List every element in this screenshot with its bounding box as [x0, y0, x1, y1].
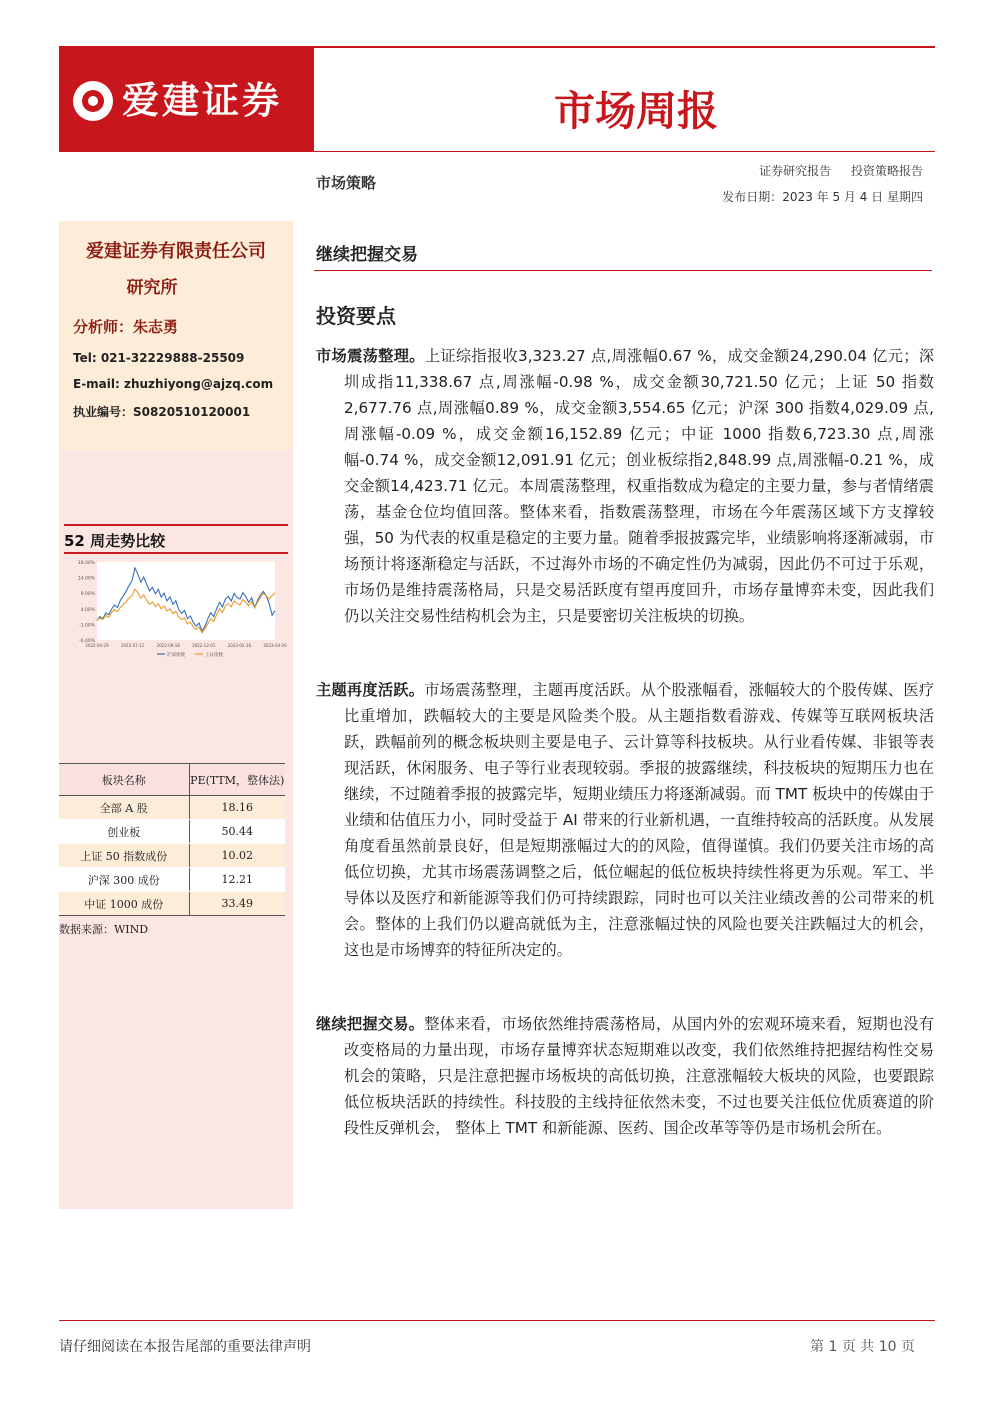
pe-header-value: PE(TTM，整体法): [189, 764, 285, 796]
analyst-tel: Tel: 021-32229888-25509: [73, 351, 245, 365]
table-row: [59, 892, 285, 916]
chart-x-tick-label: 2023-04-26: [263, 643, 287, 648]
pe-table-header: [59, 764, 285, 796]
pe-header-sector: 板块名称: [59, 764, 189, 796]
chart-y-tick-label: 18.00%: [77, 561, 95, 566]
table-row: [59, 796, 285, 820]
table-row: [59, 868, 285, 892]
chart-x-tick-label: 2022-09-18: [156, 643, 180, 648]
logo-text: 爱建证券: [122, 78, 282, 122]
chart-y-tick-label: 9.00%: [80, 592, 95, 598]
footer-divider: [59, 1320, 935, 1321]
pe-sector-name: 中证 1000 成份: [59, 892, 189, 916]
paragraph-text: 上证综指报收3,323.27 点,周涨幅0.67 %，成交金额24,290.04 亿元；深圳成指11,338.67 点,周涨幅-0.98 %，成交金额30,721.50 亿元；上证 50 指数2,677.76 点,周涨幅0.89 %，成交金额3,554.65 亿元；沪深 300 指数4,029.09 点,周涨幅-0.09 %，成交金额16,152.89 亿元；中证 1000 指数6,723.30 点,周涨幅-0.74 %，成交金额12,091.91 亿元；创业板综指2,848.99 点,周涨幅-0.21 %，成交金额14,423.71 亿元。本周震荡整理，权重指数成为稳定的主要力量，参与者情绪震荡，基金仓位均值回落。整体来看，指数震荡整理，市场在今年震荡区域下方支撑较强，50 为代表的权重是稳定的主要力量。随着季报披露完毕，业绩影响将逐渐减弱，市场预计将逐渐稳定与活跃，不过海外市场的不确定性仍为减弱，因此仍不可过于乐观，市场仍是维持震荡格局，只是交易活跃度有望再度回升，市场存量博弈未变，因此我们仍以关注交易性结构机会为主，只是要密切关注板块的切换。: [344, 347, 935, 625]
header-divider: [314, 151, 935, 152]
chart-legend-label: 上证指数: [205, 653, 223, 658]
pe-table: [59, 763, 285, 916]
trend-line-chart: [69, 558, 287, 658]
footer-disclaimer[interactable]: 请仔细阅读在本报告尾部的重要法律声明: [59, 1339, 311, 1355]
pe-value: 12.21: [189, 868, 285, 892]
pe-sector-name: 上证 50 指数成份: [59, 844, 189, 868]
paragraph-lead: 主题再度活跃。: [316, 681, 425, 699]
chart-x-tick-label: 2023-02-16: [227, 643, 252, 648]
pe-value: 33.49: [189, 892, 285, 916]
report-title: 市场周报: [554, 87, 718, 135]
paragraph-theme: [316, 677, 934, 963]
pe-sector-name: 创业板: [59, 820, 189, 844]
logo-mark-icon: [73, 81, 113, 121]
chart-x-tick-label: 2022-07-12: [120, 643, 145, 648]
chart-x-tick-label: 2022-12-01: [192, 643, 216, 648]
table-row: [59, 844, 285, 868]
publish-date: 发布日期：2023 年 5 月 4 日 星期四: [722, 190, 923, 204]
company-name: 爱建证券有限责任公司: [86, 241, 266, 262]
paragraph-text: 市场震荡整理，主题再度活跃。从个股涨幅看，涨幅较大的个股传媒、医疗比重增加，跌幅较大的主要是风险类个股。从主题指数看游戏、传媒等互联网板块活跃，跌幅前列的概念板块则主要是电子、云计算等科技板块。从行业看传媒、非银等表现活跃，休闲服务、电子等行业表现较弱。季报的披露继续，科技板块的短期压力也在继续，不过随着季报的披露完毕，短期业绩压力将逐渐减弱。而 TMT 板块中的传媒由于业绩和估值压力小，同时受益于 AI 带来的行业新机遇，一直维持较高的活跃度。从发展角度看虽然前景良好，但是短期涨幅过大的的风险，值得谨慎。我们仍要关注市场的高低位切换，尤其市场震荡调整之后，低位崛起的低位板块持续性将更为乐观。军工、半导体以及医疗和新能源等我们仍可持续跟踪，同时也可以关注业绩改善的公司带来的机会。整体的上我们仍以避高就低为主，注意涨幅过快的风险也要关注跌幅过大的机会，这也是市场博弈的特征所决定的。: [344, 681, 935, 959]
report-category: 市场策略: [316, 174, 377, 192]
paragraph-trading: [316, 1011, 934, 1141]
pe-sector-name: 沪深 300 成份: [59, 868, 189, 892]
sidebar: [59, 221, 293, 1209]
analyst-email[interactable]: E-mail: zhuzhiyong@ajzq.com: [73, 377, 274, 391]
chart-legend-label: 沪深指数: [167, 653, 185, 658]
pe-value: 10.02: [189, 844, 285, 868]
analyst-name: 分析师：朱志勇: [73, 318, 179, 336]
pe-table-source: 数据来源：WIND: [59, 923, 149, 936]
analyst-card: [59, 221, 293, 450]
institute-name: 研究所: [126, 278, 178, 298]
report-type-label: 证券研究报告: [759, 164, 832, 178]
chart-y-tick-label: -6.00%: [79, 639, 95, 644]
page-number: 第 1 页 共 10 页: [810, 1339, 915, 1355]
paragraph-lead: 市场震荡整理。: [316, 347, 425, 365]
chart-y-tick-label: 14.00%: [77, 576, 95, 582]
trend-chart-title: 52 周走势比较: [64, 524, 288, 554]
pe-sector-name: 全部 A 股: [59, 796, 189, 820]
brand-logo: [59, 48, 314, 152]
chart-y-tick-label: 4.00%: [80, 607, 95, 613]
pe-value: 50.44: [189, 820, 285, 844]
pe-value: 18.16: [189, 796, 285, 820]
chart-x-tick-label: 2022-04-29: [85, 643, 109, 648]
section-subhead: 投资要点: [316, 304, 396, 328]
paragraph-lead: 继续把握交易。: [316, 1015, 425, 1033]
section-title: 继续把握交易: [316, 245, 418, 265]
analyst-license: 执业编号：S0820510120001: [73, 405, 251, 419]
paragraph-market: [316, 343, 934, 629]
table-row: [59, 820, 285, 844]
chart-y-tick-label: -1.00%: [79, 623, 95, 629]
section-divider: [314, 270, 932, 271]
paragraph-text: 整体来看，市场依然维持震荡格局，从国内外的宏观环境来看，短期也没有改变格局的力量出现，市场存量博弈状态短期难以改变，我们依然维持把握结构性交易机会的策略，只是注意把握市场板块的高低切换，注意涨幅较大板块的风险，也要跟踪低位板块活跃的持续性。科技股的主线持征依然未变，不过也要关注低位优质赛道的阶段性反弹机会， 整体上 TMT 和新能源、医药、国企改革等等仍是市场机会所在。: [344, 1015, 935, 1137]
report-type-label: 投资策略报告: [850, 164, 923, 178]
report-types: [759, 162, 923, 179]
